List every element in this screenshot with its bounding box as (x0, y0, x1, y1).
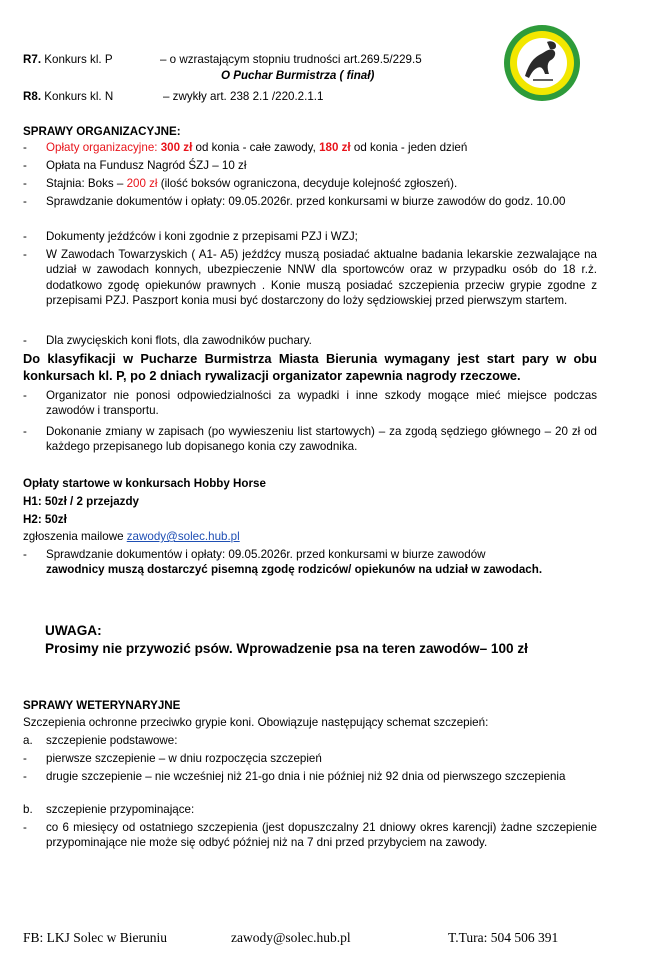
r7-subtitle: O Puchar Burmistrza ( finał) (221, 69, 375, 82)
hobby-h1-fee: H1: 50zł / 2 przejazdy (23, 495, 139, 508)
cup-notice: Do klasyfikacji w Pucharze Burmistrza Miasta Bierunia wymagany jest start pary w obu konkursach kl. P, po 2 dniach rywalizacji organizator zapewnia nagrody rzeczowe. (23, 351, 597, 383)
list-item-hobby-docs: - Sprawdzanie dokumentów i opłaty: 09.05.2026r. przed konkursami w biurze zawodów zawodnicy muszą dostarczyć pisemną zgodę rodziców/ opiekunów na udział w zawodach. (23, 547, 597, 578)
r8-name: Konkurs kl. N (44, 90, 114, 103)
list-item-booster: - co 6 miesięcy od ostatniego szczepienia (jest dopuszczalny 21 dniowy okres karencji) żadne szczepienie przypominające nie może się odbyć później niż na 7 dni przed przybyciem na zawody. (23, 821, 597, 850)
r7-name: Konkurs kl. P (44, 53, 113, 66)
list-item-documents: - Dokumenty jeźdźców i koni zgodnie z przepisami PZJ i WZJ; (23, 230, 358, 243)
hobby-email-link[interactable]: zawody@solec.hub.pl (126, 530, 240, 543)
list-item-fees: - Opłaty organizacyjne: 300 zł od konia - całe zawody, 180 zł od konia - jeden dzień (23, 141, 468, 154)
list-item-second-vaccination: - drugie szczepienie – nie wcześniej niż 21-go dnia i nie później niż 92 dnia od pierwszego szczepienia (23, 770, 566, 783)
list-item-basic-vaccination: a. szczepienie podstawowe: (23, 734, 178, 747)
list-item-fund: - Opłata na Fundusz Nagród ŚZJ – 10 zł (23, 159, 247, 172)
list-item-liability: - Organizator nie ponosi odpowiedzialności za wypadki i inne szkody mogące mieć miejsce podczas zawodów i transportu. (23, 389, 597, 418)
organizational-heading: SPRAWY ORGANIZACYJNE: (23, 125, 181, 138)
list-item-social-competitions: - W Zawodach Towarzyskich ( A1- A5) jeźdźcy muszą posiadać aktualne badania lekarskie zezwalające na udział w zawodach konnych, ubezpieczenie NNW dla sportowców oraz w przypadku osób do 18 r.ż. dodatkowo zgodę opiekunów prawnych . Konie muszą posiadać szczepienia przeciw grypie zgodne z przepisami PZJ. Paszport konia musi być dostarczony do loży sędziowskiej przed pierwszym startem. (23, 248, 597, 307)
list-item-changes: - Dokonanie zmiany w zapisach (po wywieszeniu list startowych) – za zgodą sędziego głównego – 20 zł od każdego przepisanego lub dopisanego konia czy zawodnika. (23, 425, 597, 454)
notice-title: UWAGA: (45, 623, 102, 638)
r8-description: – zwykły art. 238 2.1 /220.2.1.1 (163, 90, 324, 103)
footer-email: zawody@solec.hub.pl (231, 930, 351, 945)
fee-amount-full: 300 zł (160, 141, 193, 154)
veterinary-intro: Szczepienia ochronne przeciwko grypie koni. Obowiązuje następujący schemat szczepień: (23, 716, 489, 729)
footer-facebook: FB: LKJ Solec w Bieruniu (23, 930, 167, 945)
hobby-consent: zawodnicy muszą dostarczyć pisemną zgodę rodziców/ opiekunów na udział w zawodach. (46, 563, 543, 577)
r8-code: R8. (23, 90, 42, 103)
footer-phone: T.Tura: 504 506 391 (448, 930, 559, 945)
notice-text: Prosimy nie przywozić psów. Wprowadzenie psa na teren zawodów– 100 zł (45, 641, 528, 656)
r7-code: R7. (23, 53, 42, 66)
list-item-booster-heading: b. szczepienie przypominające: (23, 803, 195, 816)
list-item-stable: - Stajnia: Boks – 200 zł (ilość boksów ograniczona, decyduje kolejność zgłoszeń). (23, 177, 458, 190)
list-item-flots: - Dla zwycięskich koni flots, dla zawodników puchary. (23, 334, 312, 347)
r7-description: – o wzrastającym stopniu trudności art.269.5/229.5 (160, 53, 422, 66)
hobby-heading: Opłaty startowe w konkursach Hobby Horse (23, 477, 266, 490)
hobby-h2-fee: H2: 50zł (23, 513, 67, 526)
club-logo (503, 24, 581, 102)
stable-price: 200 zł (126, 177, 158, 190)
list-item-docs-check: - Sprawdzanie dokumentów i opłaty: 09.05.2026r. przed konkursami w biurze zawodów do godz. 10.00 (23, 195, 566, 208)
list-item-first-vaccination: - pierwsze szczepienie – w dniu rozpoczęcia szczepień (23, 752, 322, 765)
fee-amount-day: 180 zł (319, 141, 351, 154)
hobby-email-line: zgłoszenia mailowe zawody@solec.hub.pl (23, 530, 240, 543)
fee-label: Opłaty organizacyjne: (46, 141, 161, 154)
veterinary-heading: SPRAWY WETERYNARYJNE (23, 699, 181, 712)
